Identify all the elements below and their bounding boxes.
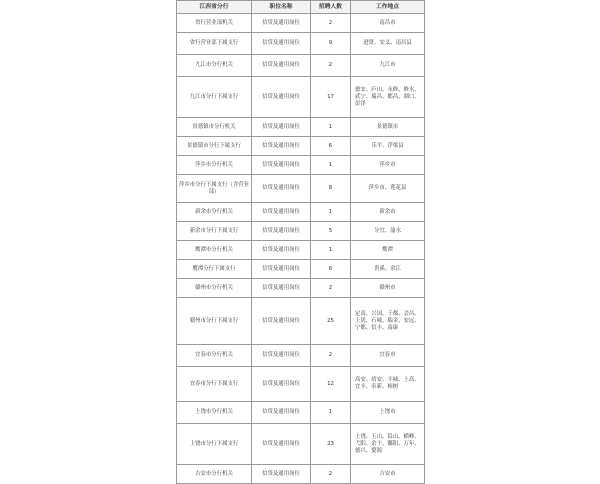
cell-branch: 赣州市分行机关 [177, 279, 252, 298]
table-row [177, 222, 425, 241]
cell-count: 1 [311, 118, 351, 137]
cell-location: 宜春市 [351, 345, 425, 367]
cell-location: 赣州市 [351, 279, 425, 298]
cell-count: 1 [311, 402, 351, 424]
table-row [177, 118, 425, 137]
cell-branch: 宜春市分行机关 [177, 345, 252, 367]
cell-position: 信贷及通用岗位 [252, 14, 311, 33]
cell-branch: 九江市分行机关 [177, 55, 252, 77]
cell-location: 上饶、玉山、铅山、横峰、弋阳、余干、鄱阳、万年、德兴、婺源 [351, 424, 425, 465]
cell-branch: 萍乡市分行机关 [177, 156, 252, 175]
cell-branch: 省行营业部下属支行 [177, 33, 252, 55]
cell-count: 8 [311, 175, 351, 203]
table-row [177, 14, 425, 33]
cell-branch: 新余市分行机关 [177, 203, 252, 222]
table-row [177, 77, 425, 118]
cell-count: 6 [311, 137, 351, 156]
cell-location: 进贤、安义、南昌县 [351, 33, 425, 55]
cell-location: 贵溪、余江 [351, 260, 425, 279]
cell-count: 6 [311, 260, 351, 279]
cell-location: 九江市 [351, 55, 425, 77]
cell-count: 2 [311, 465, 351, 484]
header-location: 工作地点 [351, 1, 425, 14]
cell-branch: 吉安市分行机关 [177, 465, 252, 484]
header-count: 招聘人数 [311, 1, 351, 14]
cell-branch: 鹰潭市分行机关 [177, 241, 252, 260]
cell-location: 鹰潭 [351, 241, 425, 260]
cell-branch: 景德镇市分行机关 [177, 118, 252, 137]
table-row [177, 298, 425, 345]
cell-location: 萍乡市、莲花县 [351, 175, 425, 203]
table-row [177, 465, 425, 484]
table-row [177, 137, 425, 156]
cell-branch: 鹰潭分行下属支行 [177, 260, 252, 279]
cell-branch: 上饶市分行机关 [177, 402, 252, 424]
table-row [177, 33, 425, 55]
cell-count: 2 [311, 279, 351, 298]
cell-location: 德安、庐山、永修、修水、武宁、瑞昌、都昌、湖口、彭泽 [351, 77, 425, 118]
cell-count: 12 [311, 367, 351, 402]
cell-position: 信贷及通用岗位 [252, 203, 311, 222]
table-row [177, 55, 425, 77]
table-row [177, 367, 425, 402]
table-row [177, 260, 425, 279]
cell-count: 2 [311, 345, 351, 367]
recruitment-table [176, 0, 425, 484]
cell-count: 1 [311, 241, 351, 260]
cell-branch: 萍乡市分行下属支行（含营业部） [177, 175, 252, 203]
cell-branch: 景德镇市分行下属支行 [177, 137, 252, 156]
cell-position: 信贷及通用岗位 [252, 367, 311, 402]
cell-position: 信贷及通用岗位 [252, 279, 311, 298]
cell-count: 5 [311, 222, 351, 241]
cell-location: 新余市 [351, 203, 425, 222]
table-row [177, 203, 425, 222]
cell-branch: 省行营业部机关 [177, 14, 252, 33]
cell-branch: 宜春市分行下属支行 [177, 367, 252, 402]
cell-position: 信贷及通用岗位 [252, 55, 311, 77]
cell-position: 信贷及通用岗位 [252, 77, 311, 118]
cell-position: 信贷及通用岗位 [252, 222, 311, 241]
cell-location: 乐平、浮梁县 [351, 137, 425, 156]
cell-location: 定南、兴国、于都、会昌、上犹、石城、瑞金、安远、宁都、信丰、南康 [351, 298, 425, 345]
cell-position: 信贷及通用岗位 [252, 465, 311, 484]
table-row [177, 345, 425, 367]
cell-count: 2 [311, 14, 351, 33]
cell-count: 1 [311, 203, 351, 222]
table-row [177, 241, 425, 260]
cell-position: 信贷及通用岗位 [252, 137, 311, 156]
cell-branch: 上饶市分行下属支行 [177, 424, 252, 465]
cell-count: 17 [311, 77, 351, 118]
cell-position: 信贷及通用岗位 [252, 33, 311, 55]
cell-count: 1 [311, 156, 351, 175]
table-row [177, 402, 425, 424]
table-row [177, 424, 425, 465]
cell-position: 信贷及通用岗位 [252, 345, 311, 367]
header-branch: 江西省分行 [177, 1, 252, 14]
cell-position: 信贷及通用岗位 [252, 241, 311, 260]
cell-location: 吉安市 [351, 465, 425, 484]
table-row [177, 175, 425, 203]
cell-count: 25 [311, 298, 351, 345]
cell-branch: 赣州市分行下属支行 [177, 298, 252, 345]
cell-location: 高安、靖安、丰城、上高、宜丰、奉新、樟树 [351, 367, 425, 402]
table-row [177, 279, 425, 298]
cell-position: 信贷及通用岗位 [252, 402, 311, 424]
cell-location: 分宜、渝水 [351, 222, 425, 241]
cell-location: 上饶市 [351, 402, 425, 424]
cell-branch: 九江市分行下属支行 [177, 77, 252, 118]
cell-count: 9 [311, 33, 351, 55]
cell-position: 信贷及通用岗位 [252, 298, 311, 345]
cell-location: 萍乡市 [351, 156, 425, 175]
cell-count: 23 [311, 424, 351, 465]
cell-position: 信贷及通用岗位 [252, 260, 311, 279]
header-position: 职位名称 [252, 1, 311, 14]
table-header-row [177, 1, 425, 14]
cell-branch: 新余市分行下属支行 [177, 222, 252, 241]
table-row [177, 156, 425, 175]
cell-location: 景德镇市 [351, 118, 425, 137]
cell-count: 2 [311, 55, 351, 77]
cell-location: 南昌市 [351, 14, 425, 33]
cell-position: 信贷及通用岗位 [252, 424, 311, 465]
cell-position: 信贷及通用岗位 [252, 118, 311, 137]
cell-position: 信贷及通用岗位 [252, 156, 311, 175]
cell-position: 信贷及通用岗位 [252, 175, 311, 203]
